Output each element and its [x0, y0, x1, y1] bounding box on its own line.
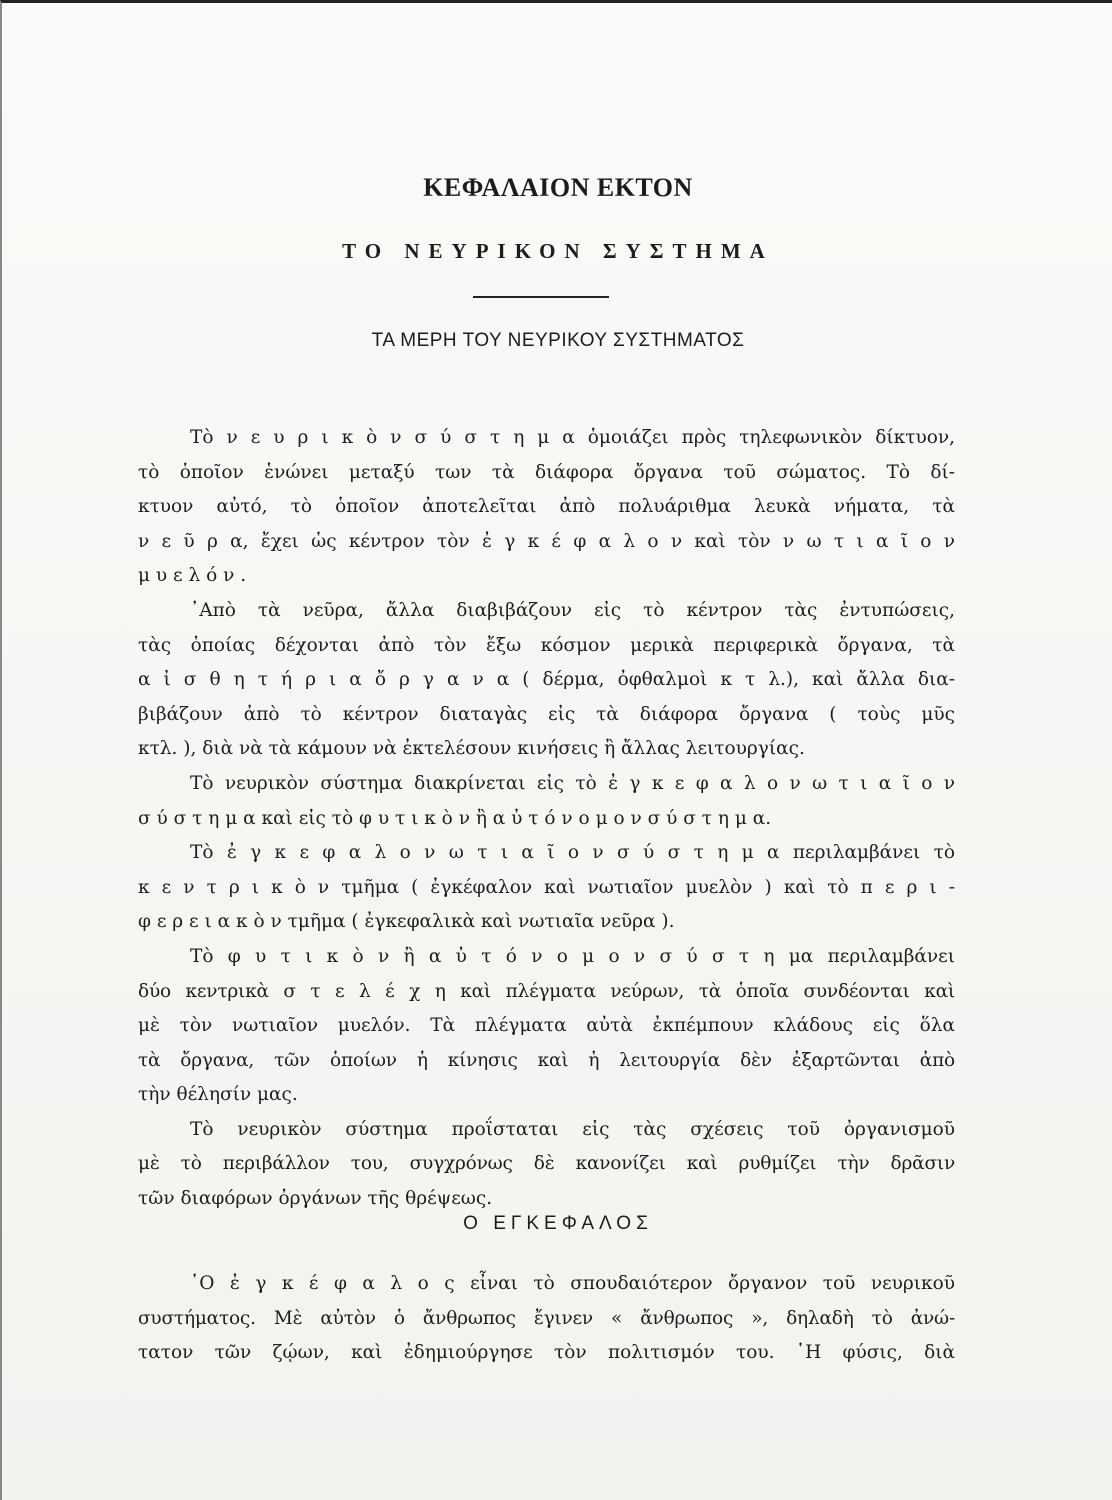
text-line: σ ύ σ τ η μ α καὶ εἰς τὸ φ υ τ ι κ ὸ ν ἢ α ὐ τ ό ν ο μ ο ν σ ύ σ τ η μ α. [138, 807, 772, 829]
section-title-parts: ΤΑ ΜΕΡΗ ΤΟΥ ΝΕΥΡΙΚΟΥ ΣΥΣΤΗΜΑΤΟΣ [371, 330, 745, 351]
text-line: ᾿Απὸ τὰ νεῦρα, ἄλλα διαβιβάζουν εἰς τὸ κέντρον τὰς ἐντυπώσεις, [190, 599, 955, 621]
text-line: ῾Ο ἐ γ κ έ φ α λ ο ς εἶναι τὸ σπουδαιότερον ὄργανον τοῦ νευρικοῦ [190, 1273, 955, 1294]
chapter-heading: ΚΕΦΑΛΑΙΟΝ ΕΚΤΟΝ [423, 173, 693, 202]
text-line: τὸ ὁποῖον ἑνώνει μεταξύ των τὰ διάφορα ὄργανα τοῦ σώματος. Τὸ δί- [138, 461, 955, 483]
text-line: τὴν θέλησίν μας. [138, 1084, 298, 1106]
text-line: ν ε ῦ ρ α, ἔχει ὡς κέντρον τὸν ἐ γ κ έ φ α λ ο ν καὶ τὸν ν ω τ ι α ῖ ο ν [138, 530, 955, 552]
text-line: μὲ τὸ περιβάλλον του, συγχρόνως δὲ κανονίζει καὶ ρυθμίζει τὴν δρᾶσιν [138, 1153, 955, 1175]
text-line: τατον τῶν ζῴων, καὶ ἐδημιούργησε τὸν πολιτισμόν του. ῾Η φύσις, διὰ [138, 1342, 955, 1364]
text-line: τῶν διαφόρων ὀργάνων τῆς θρέψεως. [138, 1188, 493, 1210]
text-line: Τὸ ν ε υ ρ ι κ ὸ ν σ ύ σ τ η μ α ὁμοιάζει πρὸς τηλεφωνικὸν δίκτυον, [190, 427, 955, 448]
text-line: δύο κεντρικὰ σ τ ε λ έ χ η καὶ πλέγματα νεύρων, τὰ ὁποῖα συνδέονται καὶ [138, 980, 955, 1002]
text-line: μ υ ε λ ό ν . [138, 565, 247, 587]
text-line: βιβάζουν ἀπὸ τὸ κέντρον διαταγὰς εἰς τὰ διάφορα ὄργανα ( τοὺς μῦς [138, 703, 955, 725]
section-body-brain [138, 1267, 955, 1371]
text-line: συστήματος. Μὲ αὐτὸν ὁ ἄνθρωπος ἔγινεν « ἄνθρωπος », δηλαδὴ τὸ ἀνώ- [138, 1307, 955, 1329]
heading-divider [473, 296, 609, 298]
chapter-subject: ΤΟ ΝΕΥΡΙΚΟΝ ΣΥΣΤΗΜΑ [342, 239, 774, 263]
text-line: μὲ τὸν νωτιαῖον μυελόν. Τὰ πλέγματα αὐτὰ ἐκπέμπουν κλάδους εἰς ὅλα [138, 1015, 955, 1037]
text-line: Τὸ νευρικὸν σύστημα διακρίνεται εἰς τὸ ἐ γ κ ε φ α λ ο ν ω τ ι α ῖ ο ν [190, 772, 955, 794]
text-line: τὰς ὁποίας δέχονται ἀπὸ τὸν ἔξω κόσμον μερικὰ περιφερικὰ ὄργανα, τὰ [138, 634, 955, 656]
text-line: Τὸ νευρικὸν σύστημα προΐσταται εἰς τὰς σχέσεις τοῦ ὀργανισμοῦ [190, 1118, 955, 1140]
text-line: τὰ ὄργανα, τῶν ὁποίων ἡ κίνησις καὶ ἡ λειτουργία δὲν ἐξαρτῶνται ἀπὸ [138, 1049, 955, 1071]
text-line: κτλ. ), διὰ νὰ τὰ κάμουν νὰ ἐκτελέσουν κινήσεις ἢ ἄλλας λειτουργίας. [138, 738, 805, 760]
text-line: Τὸ ἐ γ κ ε φ α λ ο ν ω τ ι α ῖ ο ν σ ύ σ τ η μ α περιλαμβάνει τὸ [190, 842, 955, 864]
section-title-brain: Ο ΕΓΚΕΦΑΛΟΣ [463, 1213, 653, 1234]
text-line: κτυον αὐτό, τὸ ὁποῖον ἀποτελεῖται ἀπὸ πολυάριθμα λευκὰ νήματα, τὰ [138, 496, 955, 518]
section-body-parts [138, 421, 955, 1217]
text-line: φ ε ρ ε ι α κ ὸ ν τμῆμα ( ἐγκεφαλικὰ καὶ νωτιαῖα νεῦρα ). [138, 911, 675, 933]
text-line: Τὸ φ υ τ ι κ ὸ ν ἢ α ὐ τ ό ν ο μ ο ν σ ύ σ τ η μα περιλαμβάνει [190, 945, 955, 967]
text-line: α ἰ σ θ η τ ή ρ ι α ὄ ρ γ α ν α ( δέρμα, ὀφθαλμοὶ κ τ λ.), καὶ ἄλλα δια- [138, 669, 955, 691]
text-line: κ ε ν τ ρ ι κ ὸ ν τμῆμα ( ἐγκέφαλον καὶ νωτιαῖον μυελὸν ) καὶ τὸ π ε ρ ι - [138, 876, 955, 898]
